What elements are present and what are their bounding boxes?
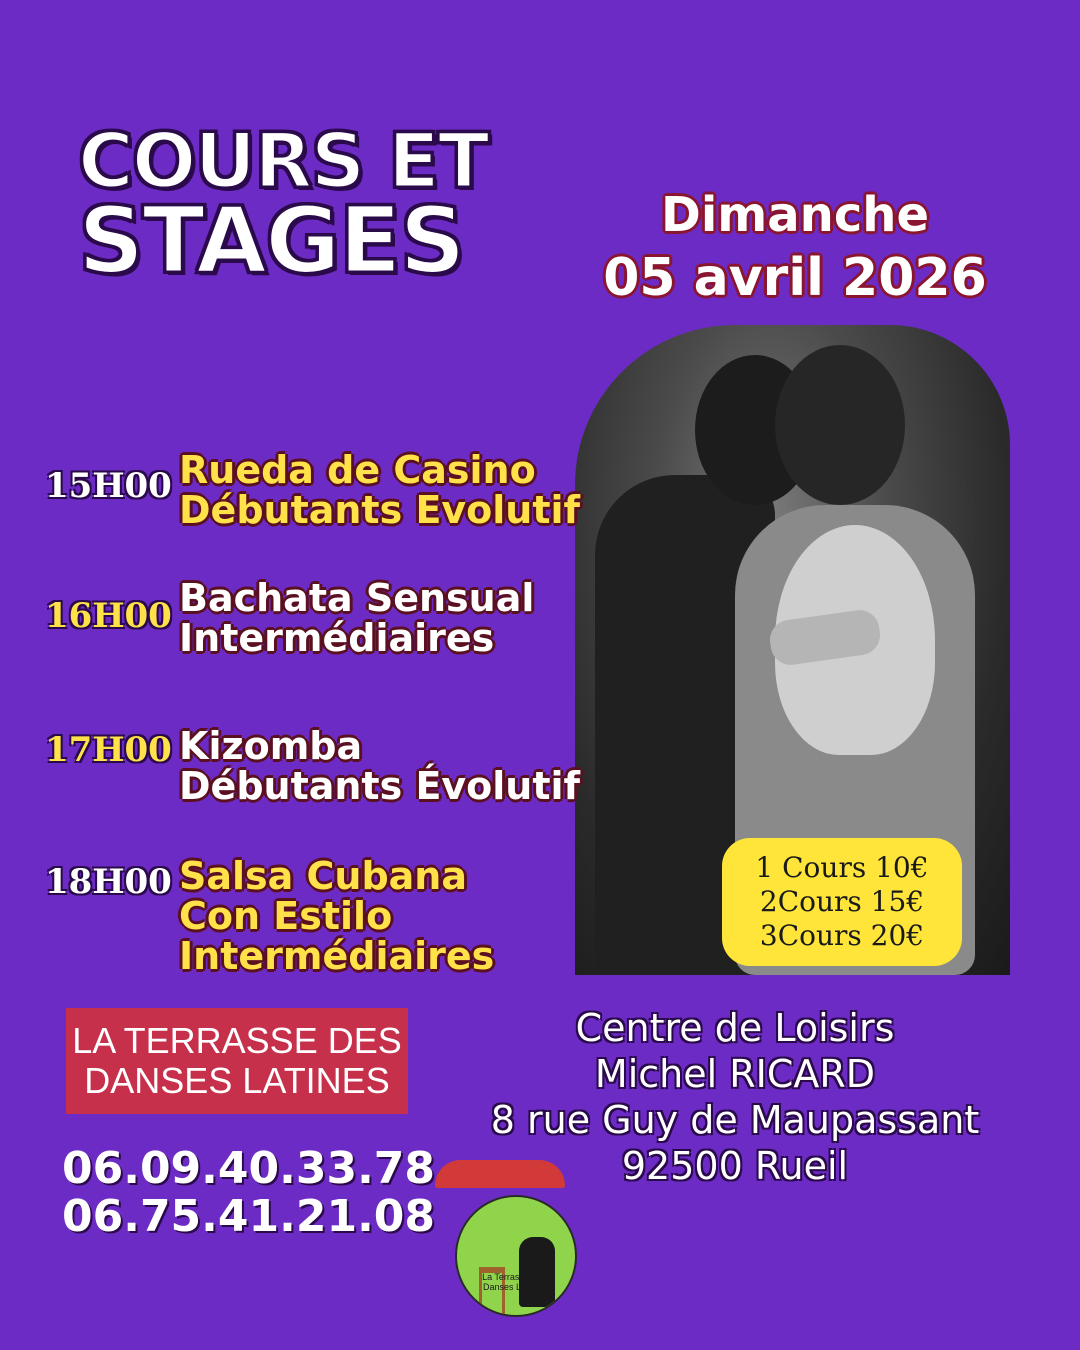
schedule-class-line: Débutants Evolutif [179, 488, 581, 532]
schedule-time: 17H00 [45, 730, 172, 770]
address-line: Centre de Loisirs [575, 1006, 895, 1050]
dancer-head-woman [775, 345, 905, 505]
brand-line-1: LA TERRASSE DES [72, 1020, 402, 1061]
brand-logo [435, 1160, 575, 1320]
phone-number[interactable]: 06.09.40.33.78 [62, 1143, 436, 1194]
schedule-class-line: Con Estilo [179, 894, 393, 938]
prices-badge [722, 838, 962, 966]
schedule-class-line: Intermédiaires [179, 934, 495, 978]
logo-text-line: Danses Latines [482, 1282, 546, 1292]
umbrella-icon [435, 1160, 565, 1188]
schedule-time: 16H00 [45, 596, 172, 636]
logo-circle [455, 1195, 577, 1317]
price-line: 2Cours 15€ [759, 885, 925, 918]
brand-box [66, 1008, 408, 1114]
title-line-2: STAGES [78, 187, 464, 295]
schedule-class-line: Intermédiaires [179, 616, 495, 660]
event-day: Dimanche [660, 187, 930, 243]
event-date [560, 185, 1030, 311]
schedule-time: 18H00 [45, 862, 172, 902]
schedule-class [179, 726, 580, 806]
schedule-class [179, 450, 580, 530]
brand-line-2: DANSES LATINES [84, 1060, 390, 1101]
logo-text-line: La Terrasse des [482, 1272, 546, 1282]
address-line: Michel RICARD [594, 1052, 876, 1096]
price-line: 3Cours 20€ [759, 919, 925, 952]
phone-numbers [62, 1143, 436, 1242]
address-line: 92500 Rueil [621, 1144, 849, 1188]
title-line-1: COURS ET [78, 116, 488, 205]
event-full-date: 05 avril 2026 [603, 248, 987, 308]
schedule-class-line: Bachata Sensual [179, 576, 535, 620]
page-title [78, 116, 488, 295]
schedule-class-line: Débutants Évolutif [179, 764, 581, 808]
logo-text [457, 1272, 571, 1292]
schedule-time: 15H00 [45, 466, 172, 506]
schedule-item [45, 856, 625, 986]
phone-number[interactable]: 06.75.41.21.08 [62, 1191, 436, 1242]
schedule-item [45, 726, 625, 816]
address-line: 8 rue Guy de Maupassant [490, 1098, 980, 1142]
schedule-item [45, 578, 625, 668]
schedule-class [179, 856, 494, 976]
schedule-item [45, 450, 625, 540]
schedule-class-line: Kizomba [179, 724, 363, 768]
schedule-class-line: Rueda de Casino [179, 448, 536, 492]
price-line: 1 Cours 10€ [755, 851, 929, 884]
schedule-class [179, 578, 534, 658]
schedule-class-line: Salsa Cubana [179, 854, 468, 898]
